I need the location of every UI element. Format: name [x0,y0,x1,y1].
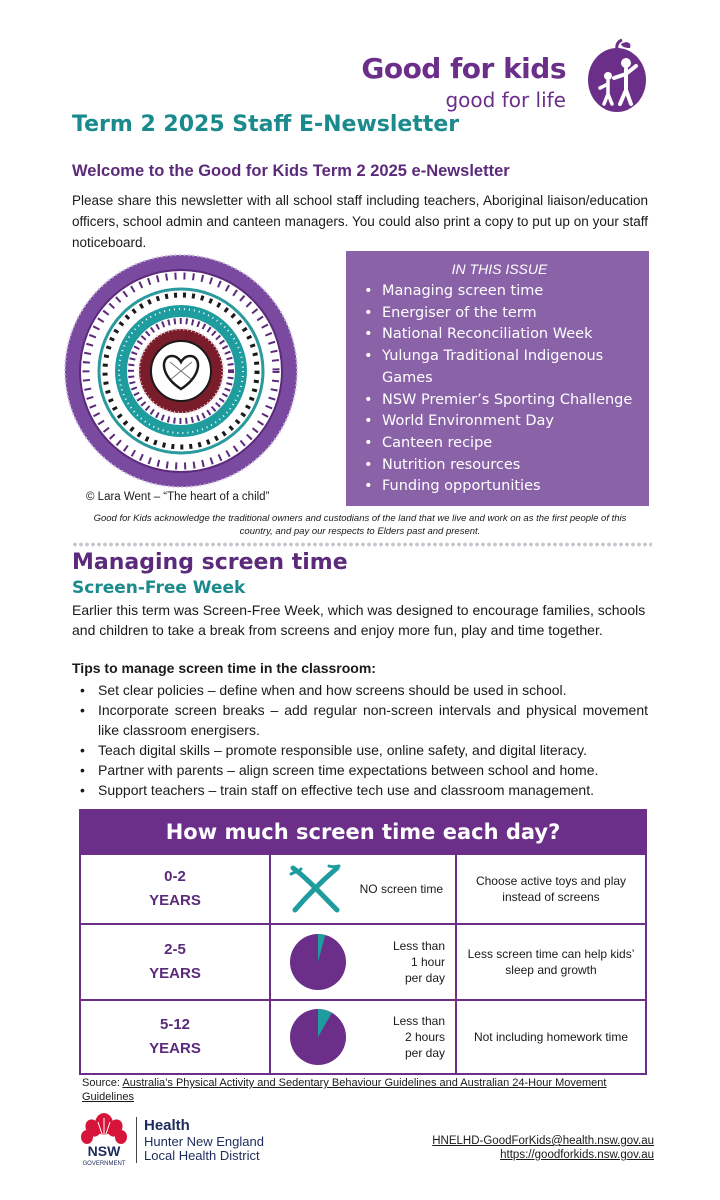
issue-item: • Canteen recipe [362,433,637,455]
age-range: 5-12 [159,1016,191,1033]
section-heading: Managing screen time [72,550,348,575]
issue-item: • NSW Premier’s Sporting Challenge [362,390,637,412]
table-row [81,923,645,999]
health-district-block [136,1117,264,1163]
age-range: 0-2 [164,868,186,885]
issue-item: • Nutrition resources [362,455,637,477]
brand-tagline: good for life [445,88,566,112]
screen-note: Not including homework time [473,1030,629,1044]
nsw-wordmark: NSW [87,1143,121,1159]
pie-clock-icon [289,933,347,991]
dotted-divider [72,542,652,547]
limit-line: 1 hour [410,955,445,969]
limit-line: Less than [392,939,445,953]
section-subheading: Screen-Free Week [72,578,246,598]
in-this-issue-list [362,281,637,498]
issue-item: • National Reconciliation Week [362,324,637,346]
tip-item: • Set clear policies – define when and how screens should be used in school. [72,680,648,700]
artwork-credit: © Lara Went – “The heart of a child” [86,491,270,503]
heart-of-a-child-artwork [62,252,300,490]
age-range: 2-5 [164,941,186,958]
government-wordmark: GOVERNMENT [82,1161,126,1167]
age-unit: YEARS [149,965,201,982]
tip-item: • Partner with parents – align screen time expectations between school and home. [72,760,648,780]
cross-icon [289,864,341,914]
contact-email-link[interactable]: HNELHD-GoodForKids@health.nsw.gov.au [432,1135,654,1147]
limit-line: per day [404,1046,445,1060]
in-this-issue-box [346,251,649,506]
age-unit: YEARS [149,892,201,909]
screen-limit: NO screen time [359,882,443,896]
tip-item: • Support teachers – train staff on effective tech use and classroom management. [72,780,648,800]
intro-paragraph: Please share this newsletter with all school staff including teachers, Aboriginal liaison/education officers, school admin and canteen managers. You could also print a copy to put up on your staff noticeboard. [72,193,648,250]
brand-header [348,38,648,118]
health-label: Health [144,1117,190,1134]
screen-note: Less screen time can help kids’ sleep and growth [467,947,635,977]
tip-item: • Incorporate screen breaks – add regular non-screen intervals and physical movement like classroom energisers. [72,700,648,740]
issue-item: • World Environment Day [362,411,637,433]
limit-line: 2 hours [404,1030,445,1044]
section-body: Earlier this term was Screen-Free Week, which was designed to encourage families, schools and children to take a break from screens and enjoy more fun, play and time together. [72,602,646,638]
nsw-government-logo [74,1112,134,1168]
source-link[interactable]: Australia’s Physical Activity and Sedentary Behaviour Guidelines and Australian 24-Hour Movement Guidelines [82,1077,607,1103]
waratah-icon [81,1113,127,1144]
newsletter-title: Term 2 2025 Staff E-Newsletter [72,112,460,137]
tips-heading: Tips to manage screen time in the classroom: [72,660,376,676]
source-citation [82,1076,652,1104]
age-unit: YEARS [149,1040,201,1057]
screen-time-table [79,809,647,1075]
limit-line: Less than [392,1014,445,1028]
screen-time-table-title: How much screen time each day? [81,811,645,855]
issue-item: • Funding opportunities [362,476,637,498]
pie-clock-icon [289,1008,347,1066]
acknowledgement-of-country: Good for Kids acknowledge the traditional owners and custodians of the land that we live and work on as the first people of this country, and pay our respects to Elders past and present. [93,513,627,537]
table-row [81,999,645,1073]
district-line-2: Local Health District [144,1148,260,1163]
welcome-heading: Welcome to the Good for Kids Term 2 2025 e-Newsletter [72,162,510,180]
brand-name: Good for kids [361,52,566,85]
table-row [81,853,645,923]
limit-line: per day [404,971,445,985]
contact-links [432,1134,654,1162]
tips-list [72,680,648,800]
tip-item: • Teach digital skills – promote responsible use, online safety, and digital literacy. [72,740,648,760]
screen-limit [393,938,445,986]
website-link[interactable]: https://goodforkids.nsw.gov.au [500,1149,654,1161]
screen-note: Choose active toys and play instead of screens [475,874,627,904]
in-this-issue-title: IN THIS ISSUE [451,261,548,277]
district-line-1: Hunter New England [144,1134,264,1149]
source-label: Source: [82,1077,120,1089]
screen-limit [393,1013,445,1061]
good-for-kids-logo-icon [586,38,648,114]
issue-item: • Energiser of the term [362,303,637,325]
issue-item: • Managing screen time [362,281,637,303]
issue-item: • Yulunga Traditional Indigenous Games [362,346,637,389]
